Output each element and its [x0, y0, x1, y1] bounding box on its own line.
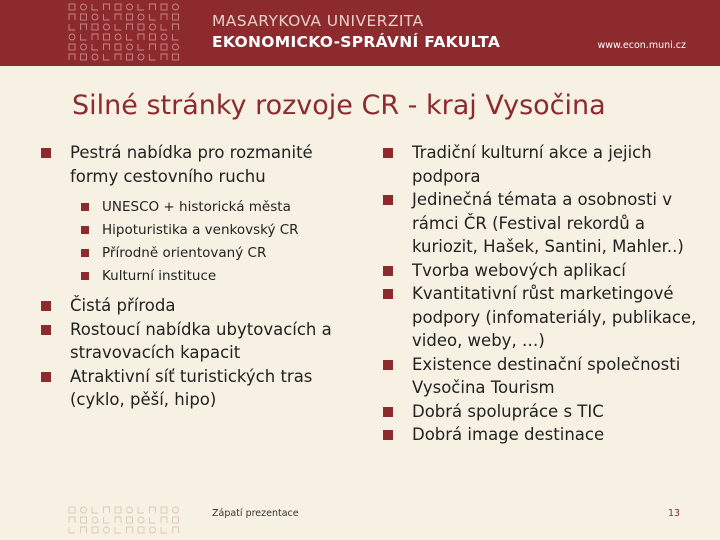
- logo-pattern-glyph: [150, 517, 156, 523]
- logo-pattern-glyph: [104, 44, 110, 50]
- logo-pattern-glyph: [150, 34, 156, 40]
- logo-pattern-glyph: [81, 4, 87, 10]
- sub-list-item: [40, 219, 360, 242]
- logo-pattern-glyph: [138, 507, 144, 513]
- square-bullet-icon: [383, 360, 393, 370]
- logo-pattern-glyph: [127, 54, 133, 60]
- list-item-text: Čistá příroda: [70, 296, 176, 315]
- logo-pattern-glyph: [92, 517, 98, 523]
- square-bullet-icon: [81, 272, 89, 280]
- logo-pattern-glyph: [115, 507, 121, 513]
- square-bullet-icon: [383, 195, 393, 205]
- logo-pattern-glyph: [92, 507, 98, 513]
- logo-pattern-glyph: [92, 34, 98, 40]
- logo-pattern-glyph: [81, 507, 87, 513]
- logo-pattern-glyph: [127, 4, 133, 10]
- sub-list-item: [40, 265, 360, 288]
- logo-pattern-glyph: [150, 14, 156, 20]
- logo-pattern-glyph: [115, 24, 121, 30]
- left-column: [40, 141, 360, 418]
- logo-pattern-glyph: [104, 14, 110, 20]
- logo-pattern-glyph: [69, 517, 75, 523]
- list-item: [40, 141, 360, 288]
- logo-pattern-glyph: [69, 34, 75, 40]
- logo-pattern-glyph: [69, 24, 75, 30]
- logo-pattern-glyph: [127, 34, 133, 40]
- logo-pattern-glyph: [69, 44, 75, 50]
- list-item: [382, 141, 712, 188]
- logo-pattern-glyph: [161, 34, 167, 40]
- logo-pattern-glyph: [104, 517, 110, 523]
- list-item-text: Kvantitativní růst marketingové podpory (infomateriály, publikace, video, weby, …): [412, 284, 697, 350]
- sub-list-item-text: Přírodně orientovaný CR: [102, 245, 267, 261]
- logo-pattern-glyph: [161, 507, 167, 513]
- list-item: [382, 353, 712, 400]
- faculty-name: EKONOMICKO-SPRÁVNÍ FAKULTA: [212, 33, 501, 51]
- logo-pattern-glyph: [115, 54, 121, 60]
- sub-bullet-list: [40, 196, 360, 288]
- logo-pattern-glyph: [173, 34, 179, 40]
- logo-pattern-glyph: [104, 34, 110, 40]
- sub-list-item-text: Kulturní instituce: [102, 268, 217, 284]
- logo-pattern-glyph: [138, 14, 144, 20]
- logo-pattern-glyph: [138, 517, 144, 523]
- square-bullet-icon: [81, 203, 89, 211]
- list-item-text: Atraktivní síť turistických tras (cyklo, pěší, hipo): [70, 366, 313, 409]
- logo-pattern-glyph: [173, 24, 179, 30]
- list-item: [40, 318, 360, 365]
- sub-list-item: [40, 242, 360, 265]
- muni-logo-pattern-icon: [68, 3, 186, 63]
- logo-pattern-glyph: [81, 34, 87, 40]
- list-item: [382, 423, 712, 447]
- logo-pattern-glyph: [127, 14, 133, 20]
- list-item: [382, 282, 712, 353]
- footer-logo-pattern-icon: [68, 505, 186, 537]
- sub-list-item-text: UNESCO + historická města: [102, 199, 291, 215]
- list-item: [40, 365, 360, 412]
- logo-pattern-glyph: [69, 54, 75, 60]
- logo-pattern-glyph: [173, 44, 179, 50]
- logo-pattern-glyph: [161, 24, 167, 30]
- logo-pattern-glyph: [138, 4, 144, 10]
- logo-pattern-glyph: [69, 527, 75, 533]
- right-column: [382, 141, 712, 447]
- square-bullet-icon: [383, 407, 393, 417]
- logo-pattern-glyph: [127, 527, 133, 533]
- square-bullet-icon: [81, 226, 89, 234]
- logo-pattern-glyph: [69, 4, 75, 10]
- logo-pattern-glyph: [150, 44, 156, 50]
- logo-pattern-glyph: [104, 527, 110, 533]
- header-bar: [0, 0, 720, 66]
- right-bullet-list: [382, 141, 712, 447]
- logo-pattern-glyph: [127, 517, 133, 523]
- list-item-text: Tradiční kulturní akce a jejich podpora: [412, 143, 652, 186]
- logo-pattern-glyph: [173, 4, 179, 10]
- logo-pattern-glyph: [104, 24, 110, 30]
- logo-pattern-glyph: [115, 4, 121, 10]
- logo-pattern-glyph: [161, 54, 167, 60]
- list-item: [382, 400, 712, 424]
- square-bullet-icon: [383, 266, 393, 276]
- logo-pattern-glyph: [173, 14, 179, 20]
- logo-pattern-glyph: [104, 54, 110, 60]
- logo-pattern-glyph: [127, 24, 133, 30]
- logo-pattern-glyph: [150, 4, 156, 10]
- logo-pattern-glyph: [138, 24, 144, 30]
- logo-pattern-glyph: [161, 4, 167, 10]
- logo-pattern-glyph: [150, 54, 156, 60]
- logo-pattern-glyph: [69, 507, 75, 513]
- left-bullet-list: [40, 141, 360, 412]
- faculty-url[interactable]: www.econ.muni.cz: [597, 40, 686, 51]
- square-bullet-icon: [383, 430, 393, 440]
- footer-text: Zápatí prezentace: [212, 508, 299, 519]
- logo-pattern-glyph: [138, 44, 144, 50]
- logo-pattern-glyph: [138, 34, 144, 40]
- logo-pattern-glyph: [69, 14, 75, 20]
- logo-pattern-glyph: [173, 507, 179, 513]
- sub-list-item-text: Hipoturistika a venkovský CR: [102, 222, 299, 238]
- university-name: MASARYKOVA UNIVERZITA: [212, 12, 424, 30]
- logo-pattern-glyph: [161, 517, 167, 523]
- logo-pattern-glyph: [115, 517, 121, 523]
- list-item-text: Pestrá nabídka pro rozmanité formy cestovního ruchu: [70, 143, 313, 186]
- logo-pattern-glyph: [161, 44, 167, 50]
- logo-pattern-glyph: [81, 527, 87, 533]
- logo-pattern-glyph: [104, 507, 110, 513]
- list-item-text: Existence destinační společnosti Vysočina Tourism: [412, 354, 681, 397]
- logo-pattern-glyph: [138, 527, 144, 533]
- logo-pattern-glyph: [115, 34, 121, 40]
- square-bullet-icon: [41, 301, 51, 311]
- logo-pattern-glyph: [92, 527, 98, 533]
- logo-pattern-glyph: [92, 4, 98, 10]
- logo-pattern-glyph: [138, 54, 144, 60]
- logo-pattern-glyph: [81, 54, 87, 60]
- logo-pattern-glyph: [127, 507, 133, 513]
- logo-pattern-glyph: [92, 24, 98, 30]
- list-item: [382, 188, 712, 259]
- list-item-text: Dobrá image destinace: [412, 425, 605, 444]
- logo-pattern-glyph: [173, 517, 179, 523]
- list-item: [382, 259, 712, 283]
- logo-pattern-glyph: [81, 517, 87, 523]
- list-item-text: Rostoucí nabídka ubytovacích a stravovacích kapacit: [70, 319, 332, 362]
- square-bullet-icon: [41, 325, 51, 335]
- square-bullet-icon: [383, 148, 393, 158]
- logo-pattern-glyph: [104, 4, 110, 10]
- logo-pattern-glyph: [115, 14, 121, 20]
- list-item-text: Jedinečná témata a osobnosti v rámci ČR (Festival rekordů a kuriozit, Hašek, Santini, Mahler..): [412, 190, 684, 256]
- square-bullet-icon: [41, 372, 51, 382]
- list-item: [40, 294, 360, 318]
- square-bullet-icon: [81, 249, 89, 257]
- list-item-text: Tvorba webových aplikací: [412, 260, 626, 280]
- logo-pattern-glyph: [173, 527, 179, 533]
- logo-pattern-glyph: [92, 14, 98, 20]
- logo-pattern-glyph: [161, 527, 167, 533]
- logo-pattern-glyph: [81, 14, 87, 20]
- logo-pattern-glyph: [115, 44, 121, 50]
- logo-pattern-glyph: [115, 527, 121, 533]
- logo-pattern-glyph: [150, 507, 156, 513]
- sub-list-item: [40, 196, 360, 219]
- logo-pattern-glyph: [173, 54, 179, 60]
- page-number: 13: [668, 508, 681, 519]
- logo-pattern-glyph: [81, 24, 87, 30]
- list-item-text: Dobrá spolupráce s TIC: [412, 401, 604, 421]
- square-bullet-icon: [383, 289, 393, 299]
- square-bullet-icon: [41, 148, 51, 158]
- logo-pattern-glyph: [81, 44, 87, 50]
- logo-pattern-glyph: [161, 14, 167, 20]
- logo-pattern-glyph: [92, 54, 98, 60]
- logo-pattern-glyph: [92, 44, 98, 50]
- logo-pattern-glyph: [127, 44, 133, 50]
- logo-pattern-glyph: [150, 24, 156, 30]
- slide-title: Silné stránky rozvoje CR - kraj Vysočina: [72, 90, 606, 121]
- logo-pattern-glyph: [150, 527, 156, 533]
